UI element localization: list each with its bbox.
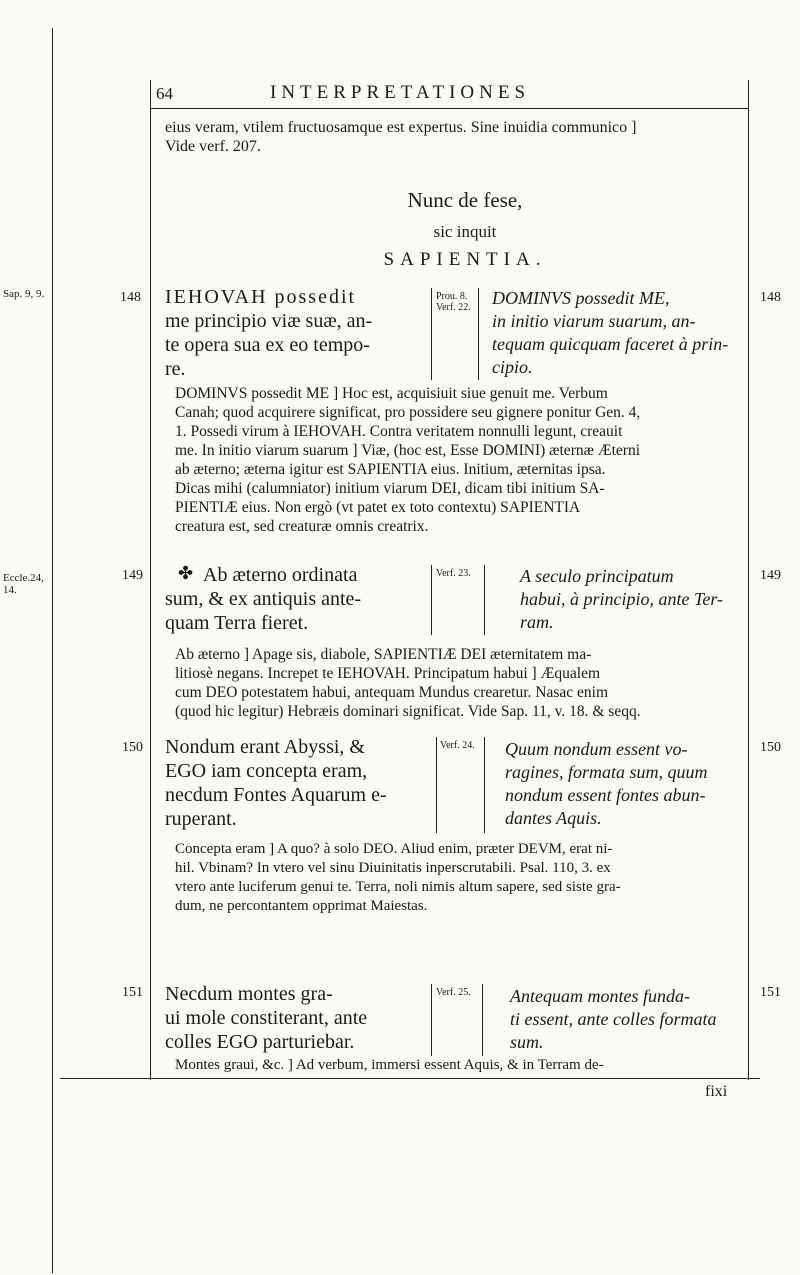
verse-line: Ab æterno ordinata (203, 564, 358, 586)
verse-line: Necdum montes gra- (165, 983, 333, 1005)
text-line: Ab æterno ] Apage sis, diabole, SAPIENTIÆ DEI æternitatem ma- (175, 646, 592, 663)
verse-number-right: 149 (760, 568, 781, 583)
verse-150-vulgate (505, 738, 747, 830)
verse-number-left: 150 (122, 740, 143, 755)
verse-line: Nondum erant Abyssi, & (165, 736, 365, 758)
heading-nunc: Nunc de fese, (407, 188, 523, 212)
verse-number-left: 149 (122, 568, 143, 583)
verse-150-reference (440, 740, 475, 751)
text-line: vtero ante luciferum genui te. Terra, noli nimis altum sapere, sed siste gra- (175, 879, 621, 895)
text-line: Montes graui, &c. ] Ad verbum, immersi essent Aquis, & in Terram de- (175, 1057, 604, 1073)
verse-line: sum, & ex antiquis ante- (165, 588, 362, 610)
text-line: ab æterno; æterna igitur est SAPIENTIA eius. Initium, æternitas ipsa. (175, 461, 606, 478)
margin-reference: Eccle.24, 14. (3, 572, 44, 596)
column-rule (431, 288, 432, 380)
verse-148-latin (165, 285, 430, 381)
verse-149-latin (165, 563, 430, 635)
verse-148-reference (436, 291, 471, 313)
commentary-150 (175, 840, 745, 916)
verse-number-right: 151 (760, 985, 781, 1000)
footer-rule (60, 1078, 760, 1079)
verse-number-right: 148 (760, 290, 781, 305)
verse-line: ruperant. (165, 808, 237, 830)
verse-151-latin (165, 982, 430, 1054)
column-rule (431, 565, 432, 635)
verse-line: Antequam montes funda- (510, 986, 690, 1006)
verse-line: quam Terra fieret. (165, 612, 309, 634)
verse-line: EGO iam concepta eram, (165, 760, 368, 782)
cross-mark-icon: ✤ (178, 563, 194, 583)
text-line: Vide verf. 207. (165, 138, 261, 155)
margin-left-rule (150, 80, 151, 1080)
text-line: PIENTIÆ eius. Non ergò (vt patet ex toto contextu) SAPIENTIA (175, 499, 581, 516)
text-line: litiosè negans. Increpet te IEHOVAH. Principatum habui ] Æqualem (175, 665, 601, 682)
text-line: creatura est, sed creaturæ omnis creatrix. (175, 518, 429, 535)
text-line: DOMINVS possedit ME ] Hoc est, acquisiuit siue genuit me. Verbum (175, 385, 608, 402)
catchword: fixi (705, 1083, 728, 1100)
verse-line: cipio. (492, 357, 533, 377)
verse-line: habui, à principio, ante Ter- (520, 589, 723, 609)
verse-line: ti essent, ante colles formata (510, 1009, 717, 1029)
column-rule (478, 288, 479, 380)
verse-line: re. (165, 358, 186, 380)
text-line: Canah; quod acquirere significat, pro possidere seu gignere ponitur Gen. 4, (175, 404, 641, 421)
verse-150-latin (165, 735, 430, 831)
verse-line: necdum Fontes Aquarum e- (165, 784, 387, 806)
running-title: INTERPRETATIONES (270, 82, 531, 103)
verse-151-vulgate (510, 985, 747, 1054)
text-line: me. In initio viarum suarum ] Viæ, (hoc est, Esse DOMINI) æternæ Æterni (175, 442, 640, 459)
verse-line: A seculo principatum (520, 566, 674, 586)
column-rule (431, 984, 432, 1056)
verse-line: nondum essent fontes abun- (505, 785, 706, 805)
verse-151-reference (436, 987, 471, 998)
verse-number-right: 150 (760, 740, 781, 755)
column-rule (436, 737, 437, 833)
opening-paragraph (165, 118, 765, 156)
outer-left-rule (52, 28, 53, 1273)
column-rule (484, 565, 485, 635)
commentary-148 (175, 384, 745, 536)
verse-line: sum. (510, 1032, 544, 1052)
verse-line: tequam quicquam faceret à prin- (492, 334, 729, 354)
verse-line: ram. (520, 612, 554, 632)
verse-line: te opera sua ex eo tempo- (165, 334, 370, 356)
text-line: Concepta eram ] A quo? à solo DEO. Aliud enim, præter DEVM, erat ni- (175, 841, 613, 857)
page-number: 64 (156, 84, 173, 103)
verse-line: colles EGO parturiebar. (165, 1031, 355, 1053)
commentary-151 (175, 1056, 745, 1075)
ref-line: Verf. 23. (436, 568, 471, 579)
heading-sapientia: SAPIENTIA. (383, 249, 547, 270)
verse-line: Quum nondum essent vo- (505, 739, 688, 759)
verse-149-vulgate (520, 565, 747, 634)
verse-line: ragines, formata sum, quum (505, 762, 708, 782)
text-line: (quod hic legitur) Hebræis dominari significat. Vide Sap. 11, v. 18. & seqq. (175, 703, 641, 720)
commentary-149 (175, 645, 745, 721)
verse-line: in initio viarum suarum, an- (492, 311, 696, 331)
column-rule (484, 737, 485, 833)
text-line: hil. Vbinam? In vtero vel sinu Diuinitatis inperscrutabili. Psal. 110, 3. ex (175, 860, 611, 876)
margin-reference: Sap. 9, 9. (3, 288, 45, 300)
verse-number-left: 148 (120, 290, 141, 305)
verse-line: DOMINVS possedit ME, (492, 288, 670, 308)
page-header (150, 82, 790, 112)
heading-sic: sic inquit (433, 222, 497, 241)
text-line: dum, ne percontantem opprimat Maiestas. (175, 898, 428, 914)
text-line: Dicas mihi (calumniator) initium viarum DEI, dicam tibi initium SA- (175, 480, 605, 497)
verse-149-reference (436, 568, 471, 579)
ref-line: Verf. 25. (436, 987, 471, 998)
verse-148-vulgate (492, 287, 747, 379)
verse-line: IEHOVAH possedit (165, 286, 357, 308)
text-line: cum DEO potestatem habui, antequam Mundus crearetur. Nasac enim (175, 684, 609, 701)
ref-line: Prou. 8. (436, 291, 468, 302)
ref-line: Verf. 22. (436, 302, 471, 313)
column-rule (482, 984, 483, 1056)
verse-number-left: 151 (122, 985, 143, 1000)
ref-line: Verf. 24. (440, 740, 475, 751)
verse-line: me principio viæ suæ, an- (165, 310, 373, 332)
verse-line: dantes Aquis. (505, 808, 602, 828)
verse-line: ui mole constiterant, ante (165, 1007, 368, 1029)
text-line: eius veram, vtilem fructuosamque est expertus. Sine inuidia communico ] (165, 119, 637, 136)
text-line: 1. Possedi virum à IEHOVAH. Contra veritatem nonnulli legunt, creauit (175, 423, 623, 440)
